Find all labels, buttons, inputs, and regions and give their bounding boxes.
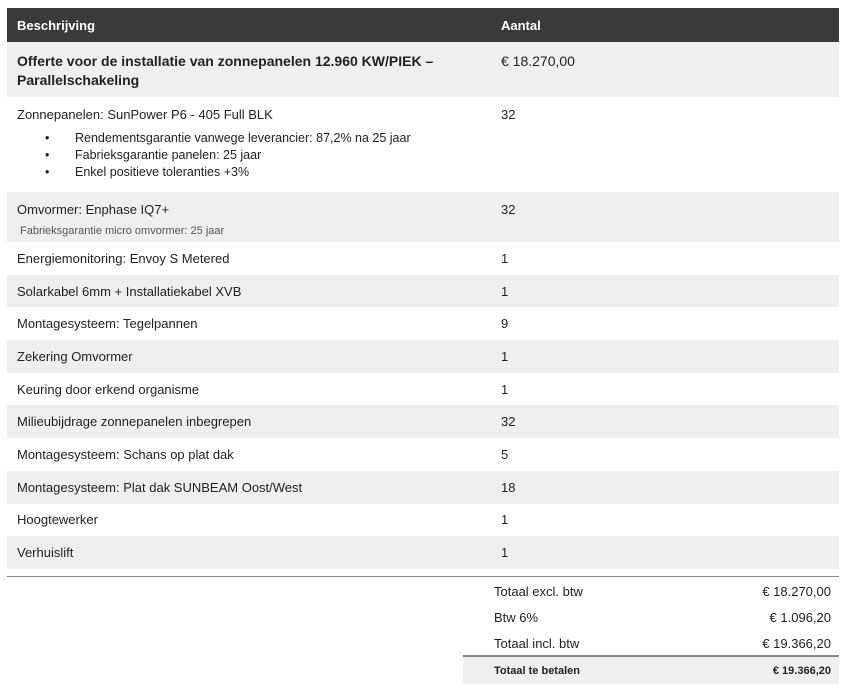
header-description: Beschrijving [17,17,96,33]
table-row [7,405,839,438]
row-label: Hoogtewerker [17,512,98,528]
total-row-excl [488,578,839,604]
table-row [7,471,839,504]
row-label: Montagesysteem: Schans op plat dak [17,446,234,462]
row-label: Montagesysteem: Plat dak SUNBEAM Oost/West [17,479,303,495]
panels-label: Zonnepanelen: SunPower P6 - 405 Full BLK [17,107,273,122]
row-label: Montagesysteem: Tegelpannen [17,316,198,332]
total-value: € 19.366,20 [762,635,831,651]
total-to-pay [463,655,839,684]
inverter-row [7,192,839,242]
table-row [7,275,839,308]
inverter-warranty: Fabrieksgarantie micro omvormer: 25 jaar [20,225,225,237]
list-item: • Fabrieksgarantie panelen: 25 jaar [75,147,495,164]
row-label: Energiemonitoring: Envoy S Metered [17,250,230,266]
row-qty: 1 [501,250,509,266]
header-quantity: Aantal [501,17,541,33]
row-qty: 1 [501,545,509,561]
table-row [7,373,839,406]
table-header [7,8,839,42]
row-qty: 1 [501,283,509,299]
total-value: € 18.270,00 [762,583,831,599]
row-label: Verhuislift [17,545,74,561]
total-label: Totaal incl. btw [494,635,580,651]
table-row [7,536,839,569]
offer-amount: € 18.270,00 [501,53,575,69]
offer-row [7,42,839,97]
list-item: • Rendementsgarantie vanwege leverancier: 87,2% na 25 jaar [75,130,495,147]
row-qty: 1 [501,381,509,397]
total-row-incl [488,630,839,656]
table-row [7,242,839,275]
panels-qty: 32 [501,107,516,122]
total-row-vat [488,604,839,630]
final-label: Totaal te betalen [494,664,580,677]
row-qty: 5 [501,446,509,462]
row-label: Solarkabel 6mm + Installatiekabel XVB [17,283,242,299]
total-label: Btw 6% [494,609,539,625]
row-qty: 32 [501,414,516,430]
table-row [7,438,839,471]
row-qty: 1 [501,512,509,528]
total-label: Totaal excl. btw [494,583,583,599]
totals-block [488,578,839,656]
panels-bullets [17,130,495,181]
final-value: € 19.366,20 [772,664,831,677]
table-row [7,307,839,340]
table-row [7,340,839,373]
quote-table [7,8,839,569]
total-value: € 1.096,20 [769,609,831,625]
panels-row [7,97,839,192]
table-divider [7,576,839,577]
offer-title: Offerte voor de installatie van zonnepanelen 12.960 KW/PIEK – Parallelschakeling [17,53,434,88]
row-qty: 18 [501,479,516,495]
row-qty: 1 [501,348,509,364]
row-label: Milieubijdrage zonnepanelen inbegrepen [17,414,252,430]
inverter-label: Omvormer: Enphase IQ7+ [17,202,170,217]
row-label: Keuring door erkend organisme [17,381,200,397]
inverter-qty: 32 [501,202,516,217]
row-label: Zekering Omvormer [17,348,133,364]
table-row [7,504,839,537]
row-qty: 9 [501,316,509,332]
list-item: • Enkel positieve toleranties +3% [75,164,495,181]
